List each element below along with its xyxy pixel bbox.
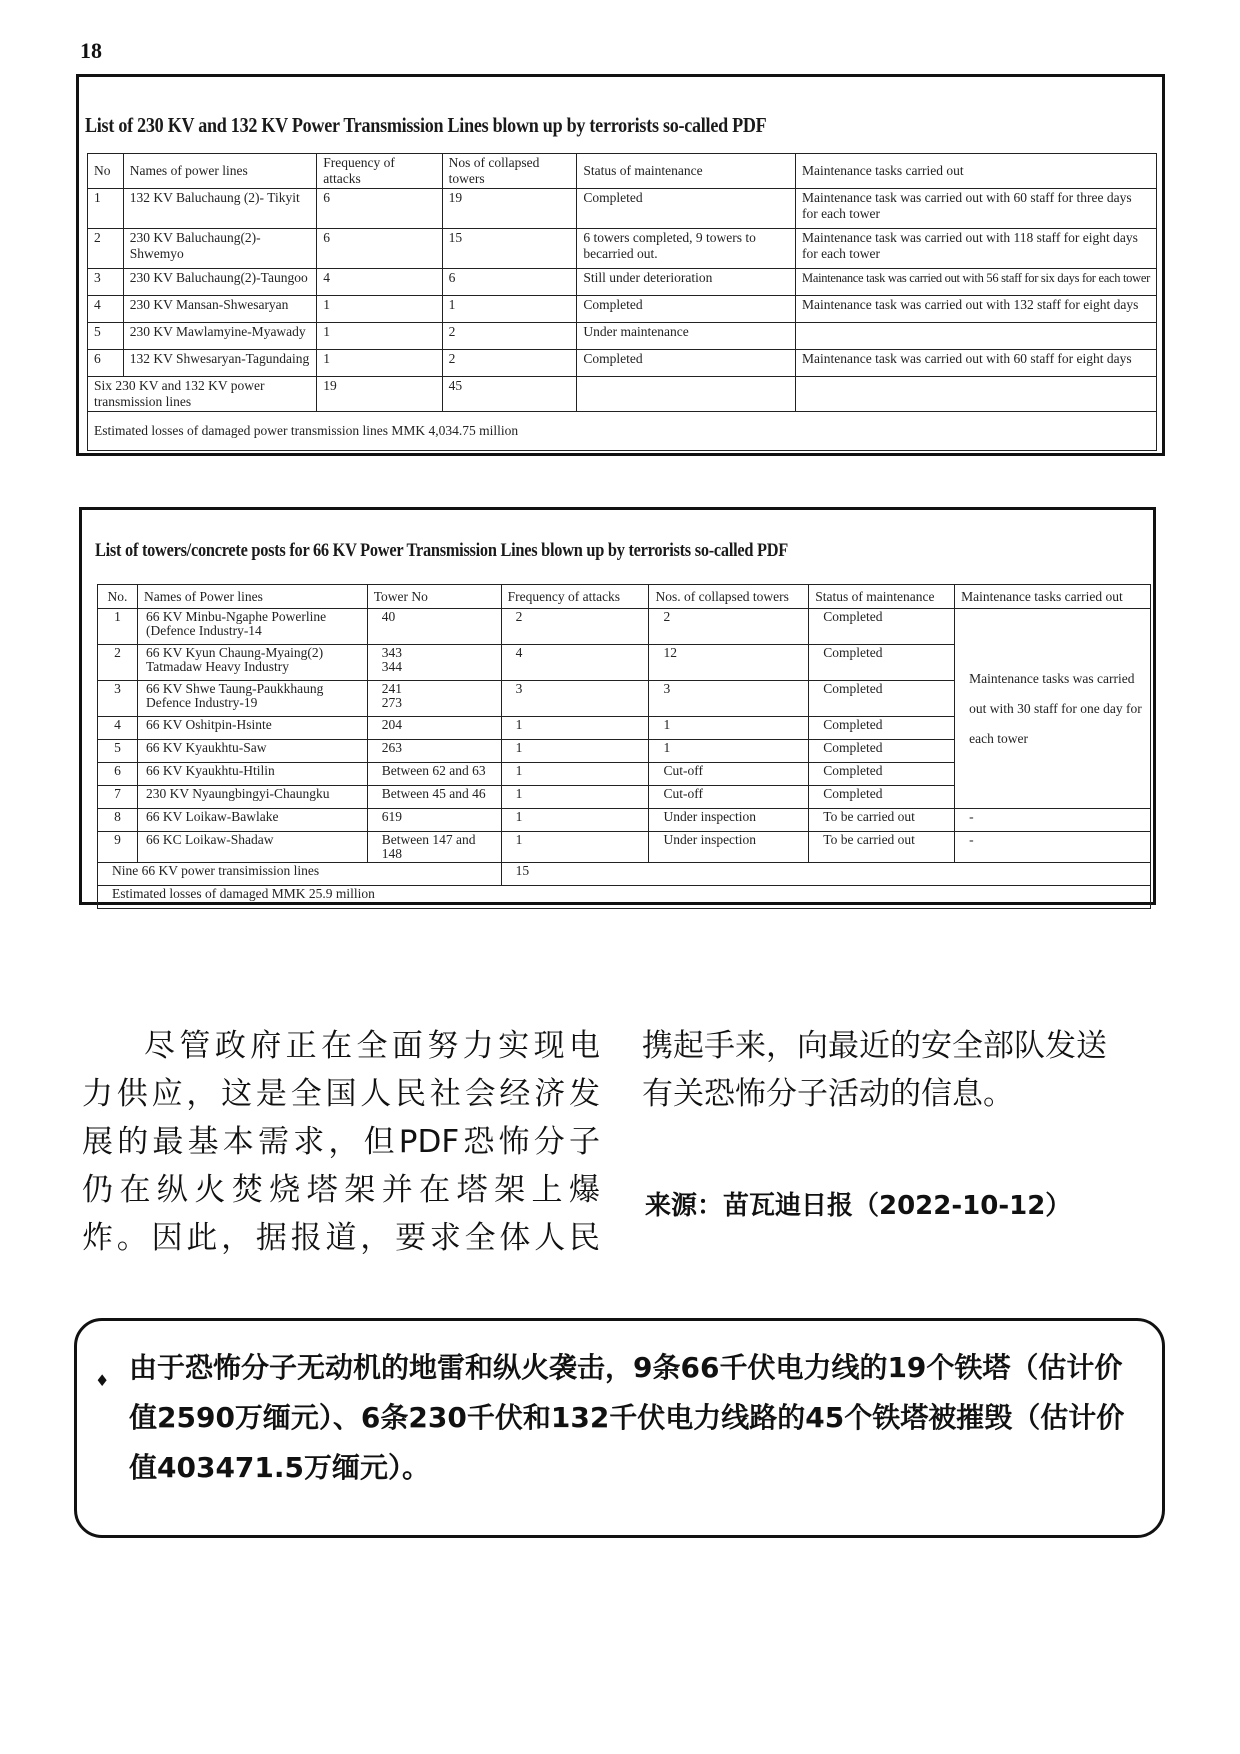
table-cell: 6 — [317, 229, 442, 269]
table-cell: 66 KV Shwe Taung-Paukkhaung Defence Industry-19 — [137, 681, 367, 717]
table-cell: 66 KV Loikaw-Bawlake — [137, 809, 367, 832]
table-cell: - — [955, 832, 1151, 863]
table-cell: 1 — [442, 296, 577, 323]
table-cell: 6 — [98, 763, 138, 786]
table-cell: 1 — [501, 763, 649, 786]
table-cell: 132 KV Baluchaung (2)- Tikyit — [123, 189, 317, 229]
table-cell: To be carried out — [809, 832, 955, 863]
table-cell: 3 — [501, 681, 649, 717]
table-cell: 1 — [501, 809, 649, 832]
table-cell: 6 — [317, 189, 442, 229]
table-cell: 66 KV Minbu-Ngaphe Powerline (Defence Industry-14 — [137, 609, 367, 645]
table-cell: 1 — [501, 786, 649, 809]
table-cell: 2 — [649, 609, 809, 645]
table-cell: Between 147 and 148 — [367, 832, 501, 863]
table-cell: - — [955, 809, 1151, 832]
table-cell: 15 — [442, 229, 577, 269]
table-cell: 1 — [501, 832, 649, 863]
table-cell: 1 — [317, 350, 442, 377]
table-cell: Under inspection — [649, 809, 809, 832]
table-cell: To be carried out — [809, 809, 955, 832]
table-cell — [577, 377, 796, 412]
header-cell: Maintenance tasks carried out — [955, 585, 1151, 609]
table-cell: 4 — [501, 645, 649, 681]
table-66kv — [97, 584, 1151, 909]
table-cell: 66 KC Loikaw-Shadaw — [137, 832, 367, 863]
table-cell: 1 — [501, 717, 649, 740]
table-cell: 1 — [317, 323, 442, 350]
table-cell: Completed — [809, 786, 955, 809]
article-right-column — [642, 1022, 1162, 1118]
table-cell: Between 62 and 63 — [367, 763, 501, 786]
table-cell: Completed — [577, 296, 796, 323]
table-cell: 6 — [442, 269, 577, 296]
table-cell: 12 — [649, 645, 809, 681]
table-total-row — [88, 377, 1157, 412]
table-cell: 2 — [501, 609, 649, 645]
table-header-row — [98, 585, 1151, 609]
table-cell: Cut-off — [649, 763, 809, 786]
table-cell: Still under deterioration — [577, 269, 796, 296]
header-cell: Maintenance tasks carried out — [796, 154, 1157, 189]
table-row — [98, 609, 1151, 645]
table-cell: 4 — [98, 717, 138, 740]
table-cell: 1 — [317, 296, 442, 323]
table-row — [88, 323, 1157, 350]
table-cell: Completed — [809, 681, 955, 717]
table-cell: Completed — [577, 189, 796, 229]
total-label: Nine 66 KV power transimission lines — [98, 863, 502, 886]
table-cell: Maintenance task was carried out with 56 staff for six days for each tower — [796, 269, 1157, 296]
article-line: 炸。因此，据报道，要求全体人民 — [82, 1220, 600, 1256]
total-label: Six 230 KV and 132 KV power transmission lines — [88, 377, 317, 412]
table-cell: Under maintenance — [577, 323, 796, 350]
table-cell: 343 344 — [367, 645, 501, 681]
table-cell — [796, 323, 1157, 350]
table-230kv-box — [76, 74, 1165, 456]
table-cell: Completed — [809, 740, 955, 763]
table-cell: Maintenance task was carried out with 60 staff for eight days — [796, 350, 1157, 377]
header-cell: Names of power lines — [123, 154, 317, 189]
table-cell: 7 — [98, 786, 138, 809]
table-cell: 1 — [98, 609, 138, 645]
table-cell: 2 — [442, 350, 577, 377]
header-cell: Nos. of collapsed towers — [649, 585, 809, 609]
table-cell: 6 towers completed, 9 towers to becarried out. — [577, 229, 796, 269]
table-cell: Completed — [809, 645, 955, 681]
table-cell: 204 — [367, 717, 501, 740]
article-source: 来源：苗瓦迪日报（2022-10-12） — [645, 1191, 1072, 1221]
summary-note-text: 由于恐怖分子无动机的地雷和纵火袭击，9条66千伏电力线的19个铁塔（估计价值2590万缅元）、6条230千伏和132千伏电力线路的45个铁塔被摧毁（估计价值403471.5万缅元）。 — [129, 1351, 1125, 1484]
table-cell: 66 KV Kyaukhtu-Htilin — [137, 763, 367, 786]
table-cell: Maintenance task was carried out with 118 staff for eight days for each tower — [796, 229, 1157, 269]
header-cell: Status of maintenance — [577, 154, 796, 189]
table-row — [88, 269, 1157, 296]
table-cell: Completed — [809, 609, 955, 645]
table-cell: Between 45 and 46 — [367, 786, 501, 809]
article-line: 尽管政府正在全面努力实现电 — [144, 1028, 600, 1064]
table-cell: Under inspection — [649, 832, 809, 863]
table-cell: 5 — [98, 740, 138, 763]
table-cell: 6 — [88, 350, 124, 377]
table-row — [98, 832, 1151, 863]
article-line: 有关恐怖分子活动的信息。 — [642, 1076, 1014, 1112]
table-cell: 3 — [649, 681, 809, 717]
header-cell: Status of maintenance — [809, 585, 955, 609]
merged-maintenance-task: Maintenance tasks was carried out with 30 staff for one day for each tower — [955, 609, 1151, 809]
summary-note-box — [74, 1318, 1165, 1538]
header-cell: No. — [98, 585, 138, 609]
table-cell: 3 — [98, 681, 138, 717]
header-cell: Frequency of attacks — [501, 585, 649, 609]
header-cell: Names of Power lines — [137, 585, 367, 609]
table-cell: 263 — [367, 740, 501, 763]
article-line: 仍在纵火焚烧塔架并在塔架上爆 — [82, 1172, 600, 1208]
diamond-bullet-icon: ♦ — [95, 1371, 110, 1390]
article-line: 展的最基本需求，但PDF恐怖分子 — [82, 1124, 600, 1160]
table-cell: 2 — [98, 645, 138, 681]
table-cell — [796, 377, 1157, 412]
table-cell: 66 KV Oshitpin-Hsinte — [137, 717, 367, 740]
table-cell: 40 — [367, 609, 501, 645]
table-cell: 2 — [88, 229, 124, 269]
table-cell: 3 — [88, 269, 124, 296]
table-cell: Maintenance task was carried out with 132 staff for eight days — [796, 296, 1157, 323]
table-cell: 9 — [98, 832, 138, 863]
page-number: 18 — [80, 38, 102, 63]
table-cell: 619 — [367, 809, 501, 832]
table-cell: 1 — [649, 717, 809, 740]
table-cell: 1 — [88, 189, 124, 229]
table-row — [88, 229, 1157, 269]
table-cell: Completed — [809, 717, 955, 740]
table-cell: 230 KV Baluchaung(2)-Taungoo — [123, 269, 317, 296]
table-row — [98, 809, 1151, 832]
header-cell: Tower No — [367, 585, 501, 609]
table-cell: 1 — [649, 740, 809, 763]
table-cell: 19 — [442, 189, 577, 229]
table-cell: 230 KV Mansan-Shwesaryan — [123, 296, 317, 323]
table-230kv — [87, 153, 1157, 451]
header-cell: Nos of collapsed towers — [442, 154, 577, 189]
table-cell: 1 — [501, 740, 649, 763]
table-cell: Completed — [577, 350, 796, 377]
table-cell: Maintenance task was carried out with 60 staff for three days for each tower — [796, 189, 1157, 229]
table-66kv-title: List of towers/concrete posts for 66 KV Power Transmission Lines blown up by terrorists so-called PDF — [95, 540, 789, 561]
total-towers: 45 — [442, 377, 577, 412]
table-cell: 230 KV Baluchaung(2)-Shwemyo — [123, 229, 317, 269]
table-row — [88, 350, 1157, 377]
table-row — [88, 296, 1157, 323]
table-66kv-box — [79, 507, 1156, 905]
total-towers: 15 — [501, 863, 1150, 886]
table-estimate-row — [88, 412, 1157, 451]
header-cell: Frequency of attacks — [317, 154, 442, 189]
estimated-losses: Estimated losses of damaged power transmission lines MMK 4,034.75 million — [88, 412, 1157, 451]
table-cell: 4 — [88, 296, 124, 323]
table-cell: Completed — [809, 763, 955, 786]
table-cell: 66 KV Kyun Chaung-Myaing(2) Tatmadaw Heavy Industry — [137, 645, 367, 681]
article-line: 携起手来，向最近的安全部队发送 — [642, 1028, 1107, 1064]
table-cell: 5 — [88, 323, 124, 350]
table-cell: 4 — [317, 269, 442, 296]
table-cell: Cut-off — [649, 786, 809, 809]
table-row — [88, 189, 1157, 229]
table-cell: 230 KV Mawlamyine-Myawady — [123, 323, 317, 350]
table-cell: 230 KV Nyaungbingyi-Chaungku — [137, 786, 367, 809]
table-estimate-row — [98, 886, 1151, 909]
table-cell: 132 KV Shwesaryan-Tagundaing — [123, 350, 317, 377]
article-left-column — [82, 1022, 600, 1262]
table-cell: 241 273 — [367, 681, 501, 717]
table-header-row — [88, 154, 1157, 189]
total-attacks: 19 — [317, 377, 442, 412]
article-line: 力供应，这是全国人民社会经济发 — [82, 1076, 600, 1112]
table-cell: 66 KV Kyaukhtu-Saw — [137, 740, 367, 763]
table-cell: 2 — [442, 323, 577, 350]
header-cell: No — [88, 154, 124, 189]
table-cell: 8 — [98, 809, 138, 832]
table-total-row — [98, 863, 1151, 886]
table-230kv-title: List of 230 KV and 132 KV Power Transmission Lines blown up by terrorists so-called PDF — [85, 113, 767, 137]
estimated-losses: Estimated losses of damaged MMK 25.9 million — [98, 886, 1151, 909]
